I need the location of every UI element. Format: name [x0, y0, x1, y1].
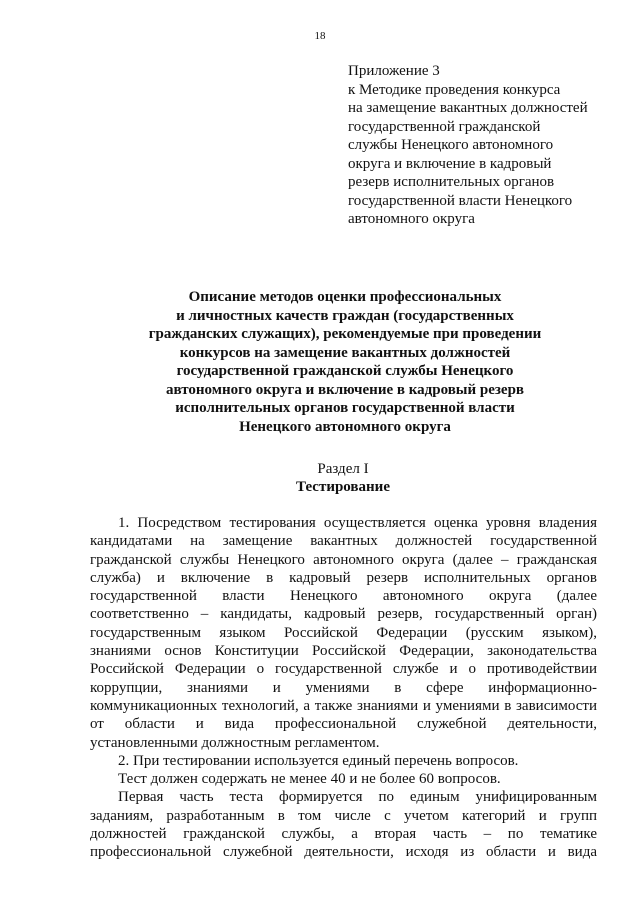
title-line: и личностных качеств граждан (государственных	[176, 307, 514, 324]
appendix-line: округа и включение в кадровый	[348, 155, 552, 172]
paragraph-line: 1. Посредством тестирования осуществляется оценка уровня владения	[118, 515, 597, 531]
paragraph-line: служба) и включение в кадровый резерв исполнительных органов	[90, 569, 597, 586]
title-line: исполнительных органов государственной власти	[175, 400, 515, 416]
paragraph-line: государственным языком Российской Федерации (русским языком),	[90, 624, 597, 641]
paragraph-line: от области и вида профессиональной служебной деятельности,	[90, 716, 597, 733]
title-line: гражданских служащих), рекомендуемые при проведении	[148, 326, 542, 342]
title-line: автономного округа и включение в кадровый резерв	[165, 381, 525, 398]
paragraph-line: профессиональной служебной деятельности, исходя из области и вида	[90, 844, 597, 861]
paragraph-line: заданиям, разработанным в том числе с учетом категорий и групп	[90, 807, 597, 824]
paragraph-line: 2. При тестировании используется единый перечень вопросов.	[118, 752, 519, 769]
paragraph-line: знаниями основ Конституции Российской Федерации, законодательства	[90, 643, 597, 660]
paragraph-line: Российской Федерации о государственной службе и о противодействии	[90, 661, 597, 678]
appendix-line: резерв исполнительных органов	[348, 174, 555, 190]
appendix-line: службы Ненецкого автономного	[348, 137, 554, 153]
title-line: государственной гражданской службы Ненецкого	[176, 363, 514, 379]
paragraph-line: Тест должен содержать не менее 40 и не более 60 вопросов.	[118, 771, 501, 788]
section-label: Раздел I	[317, 461, 369, 477]
body-text	[90, 514, 597, 862]
paragraph-line: коррупции, знаниями и умениями в сфере информационно-	[90, 679, 597, 696]
appendix-line: на замещение вакантных должностей	[348, 100, 588, 116]
paragraph-line: соответственно – кандидаты, кадровый резерв, государственный орган)	[90, 606, 597, 623]
appendix-line: государственной власти Ненецкого	[348, 192, 573, 209]
document-title	[90, 288, 600, 436]
title-line: Описание методов оценки профессиональных	[188, 289, 502, 305]
paragraph-line: Первая часть теста формируется по единым унифицированным	[118, 789, 597, 806]
paragraph-line: коммуникационных технологий, а также знаниями и умениями в зависимости	[90, 697, 597, 714]
paragraph-line: установленными должностным регламентом.	[90, 734, 380, 751]
appendix-line: государственной гражданской	[348, 118, 541, 135]
paragraph-line: должностей гражданской службы, а вторая часть – по тематике	[90, 826, 597, 843]
page-number: 18	[314, 30, 326, 42]
paragraph-line: кандидатами на замещение вакантных должностей государственной	[90, 533, 597, 550]
paragraph-line: гражданской службы Ненецкого автономного округа (далее – гражданская	[90, 551, 597, 568]
appendix-line: автономного округа	[348, 211, 475, 227]
appendix-line: Приложение 3	[348, 63, 440, 79]
paragraph-line: государственной власти Ненецкого автономного округа (далее	[90, 588, 597, 605]
section-title: Тестирование	[296, 479, 390, 495]
appendix-header	[348, 62, 618, 229]
title-line: Ненецкого автономного округа	[239, 418, 451, 435]
appendix-line: к Методике проведения конкурса	[348, 81, 561, 98]
title-line: конкурсов на замещение вакантных должностей	[179, 344, 511, 361]
